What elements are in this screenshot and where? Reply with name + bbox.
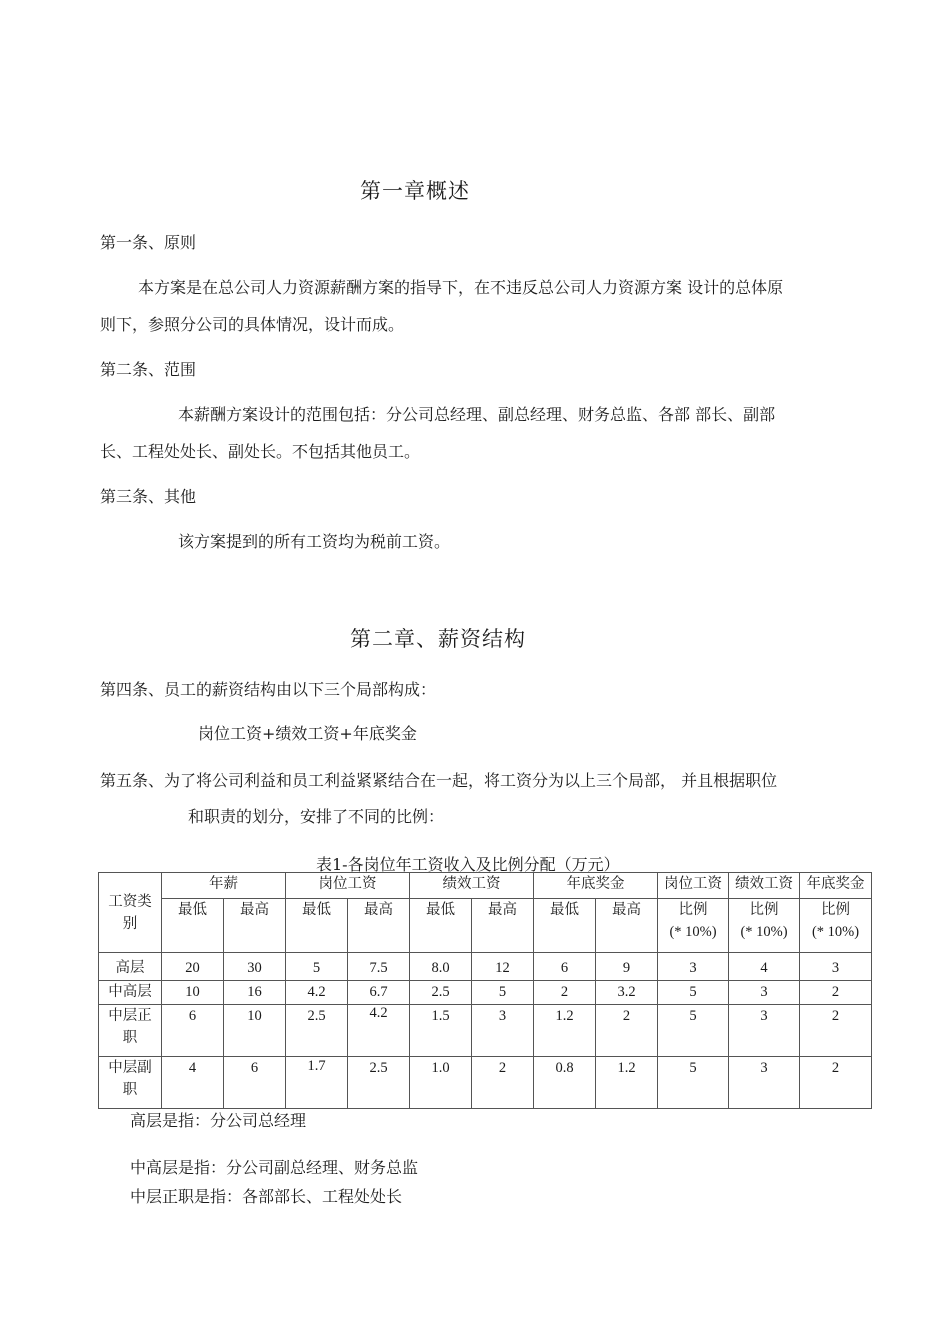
min-label: 最低 xyxy=(410,899,472,953)
table-cell: 2 xyxy=(800,981,872,1005)
ratio-unit: (* 10%) xyxy=(811,924,860,940)
table-cell: 1.7 xyxy=(286,1057,348,1109)
category-header-line2: 别 xyxy=(122,915,138,932)
row-category-line1: 中层正 xyxy=(108,1008,152,1024)
table-cell: 2 xyxy=(800,1057,872,1109)
table-cell: 5 xyxy=(658,1057,729,1109)
table-cell: 6.7 xyxy=(348,981,410,1005)
table-row xyxy=(99,1005,872,1057)
min-label: 最低 xyxy=(286,899,348,953)
table-row xyxy=(99,981,872,1005)
table-cell: 8.0 xyxy=(410,953,472,981)
table-cell: 10 xyxy=(224,1005,286,1057)
ratio-label xyxy=(658,899,729,953)
table-cell: 10 xyxy=(162,981,224,1005)
salary-table xyxy=(98,872,872,1109)
table-header-row xyxy=(99,873,872,899)
chapter2-title: 第二章、薪资结构 xyxy=(350,627,526,651)
row-category-line2: 职 xyxy=(122,1082,138,1098)
table-caption: 表1-各岗位年工资收入及比例分配（万元） xyxy=(316,855,620,874)
table-cell: 5 xyxy=(658,981,729,1005)
article2-text-line2: 长、工程处处长、副处长。不包括其他员工。 xyxy=(100,442,421,461)
table-row xyxy=(99,1057,872,1109)
article5-text-line1: 第五条、为了将公司利益和员工利益紧紧结合在一起，将工资分为以上三个局部， 并且根据职位 xyxy=(100,771,778,790)
table-cell: 16 xyxy=(224,981,286,1005)
article4-heading: 第四条、员工的薪资结构由以下三个局部构成： xyxy=(100,680,437,699)
table-cell: 2 xyxy=(596,1005,658,1057)
row-category-line2: 职 xyxy=(122,1030,138,1046)
max-label: 最高 xyxy=(348,899,410,953)
header-year-end-bonus-ratio: 年底奖金 xyxy=(800,873,872,899)
table-cell: 2.5 xyxy=(410,981,472,1005)
max-label: 最高 xyxy=(472,899,534,953)
row-category xyxy=(99,1005,162,1057)
max-label: 最高 xyxy=(224,899,286,953)
header-performance-wage-ratio: 绩效工资 xyxy=(729,873,800,899)
article1-text-line1: 本方案是在总公司人力资源薪酬方案的指导下，在不违反总公司人力资源方案 设计的总体原 xyxy=(138,278,784,297)
ratio-label-text: 比例 xyxy=(821,902,850,918)
table-cell: 2.5 xyxy=(286,1005,348,1057)
table-cell: 7.5 xyxy=(348,953,410,981)
table-cell: 5 xyxy=(658,1005,729,1057)
header-performance-wage: 绩效工资 xyxy=(410,873,534,899)
table-cell: 20 xyxy=(162,953,224,981)
max-label: 最高 xyxy=(596,899,658,953)
note-senior: 高层是指：分公司总经理 xyxy=(130,1111,307,1130)
row-category xyxy=(99,1057,162,1109)
table-row xyxy=(99,953,872,981)
table-cell: 4.2 xyxy=(286,981,348,1005)
table-cell: 2 xyxy=(800,1005,872,1057)
ratio-unit: (* 10%) xyxy=(740,924,788,940)
table-cell: 30 xyxy=(224,953,286,981)
header-year-end-bonus: 年底奖金 xyxy=(534,873,658,899)
table-cell: 1.0 xyxy=(410,1057,472,1109)
table-cell: 5 xyxy=(286,953,348,981)
min-label: 最低 xyxy=(162,899,224,953)
article2-heading: 第二条、范围 xyxy=(100,360,197,379)
table-cell: 1.2 xyxy=(596,1057,658,1109)
table-cell: 6 xyxy=(534,953,596,981)
article3-heading: 第三条、其他 xyxy=(100,487,197,506)
table-cell: 6 xyxy=(224,1057,286,1109)
category-header-line1: 工资类 xyxy=(108,893,152,910)
table-cell: 3 xyxy=(658,953,729,981)
table-cell: 0.8 xyxy=(534,1057,596,1109)
table-cell: 9 xyxy=(596,953,658,981)
ratio-unit: (* 10%) xyxy=(669,924,717,940)
table-cell: 4 xyxy=(729,953,800,981)
table-cell: 6 xyxy=(162,1005,224,1057)
table-cell: 2 xyxy=(534,981,596,1005)
article2-text-line1: 本薪酬方案设计的范围包括：分公司总经理、副总经理、财务总监、各部 部长、副部 xyxy=(178,405,776,424)
table-cell: 4.2 xyxy=(348,1005,410,1057)
min-label: 最低 xyxy=(534,899,596,953)
table-cell: 4 xyxy=(162,1057,224,1109)
ratio-label xyxy=(729,899,800,953)
note-upper-middle: 中高层是指：分公司副总经理、财务总监 xyxy=(130,1158,419,1177)
chapter1-title: 第一章概述 xyxy=(360,179,470,203)
article1-text-line2: 则下，参照分公司的具体情况，设计而成。 xyxy=(100,315,405,334)
table-cell: 3 xyxy=(472,1005,534,1057)
table-cell: 2.5 xyxy=(348,1057,410,1109)
article5-text-line2: 和职责的划分，安排了不同的比例： xyxy=(188,807,445,826)
header-position-wage: 岗位工资 xyxy=(286,873,410,899)
table-cell: 5 xyxy=(472,981,534,1005)
table-cell: 1.2 xyxy=(534,1005,596,1057)
ratio-label xyxy=(800,899,872,953)
table-cell: 12 xyxy=(472,953,534,981)
salary-formula: 岗位工资+绩效工资+年底奖金 xyxy=(198,724,417,743)
ratio-label-text: 比例 xyxy=(749,902,779,918)
header-position-wage-ratio: 岗位工资 xyxy=(658,873,729,899)
table-cell: 3 xyxy=(729,981,800,1005)
table-cell: 3.2 xyxy=(596,981,658,1005)
table-cell: 3 xyxy=(729,1005,800,1057)
row-category: 中高层 xyxy=(99,981,162,1005)
row-category: 高层 xyxy=(99,953,162,981)
header-annual-salary: 年薪 xyxy=(162,873,286,899)
article3-text: 该方案提到的所有工资均为税前工资。 xyxy=(178,532,451,551)
table-cell: 3 xyxy=(729,1057,800,1109)
article1-heading: 第一条、原则 xyxy=(100,233,197,252)
table-cell: 2 xyxy=(472,1057,534,1109)
table-cell: 1.5 xyxy=(410,1005,472,1057)
table-subheader-row xyxy=(99,899,872,953)
note-middle-head: 中层正职是指：各部部长、工程处处长 xyxy=(130,1187,403,1206)
ratio-label-text: 比例 xyxy=(678,902,708,918)
table-cell: 3 xyxy=(800,953,872,981)
category-header xyxy=(99,873,162,953)
row-category-line1: 中层副 xyxy=(108,1060,152,1076)
